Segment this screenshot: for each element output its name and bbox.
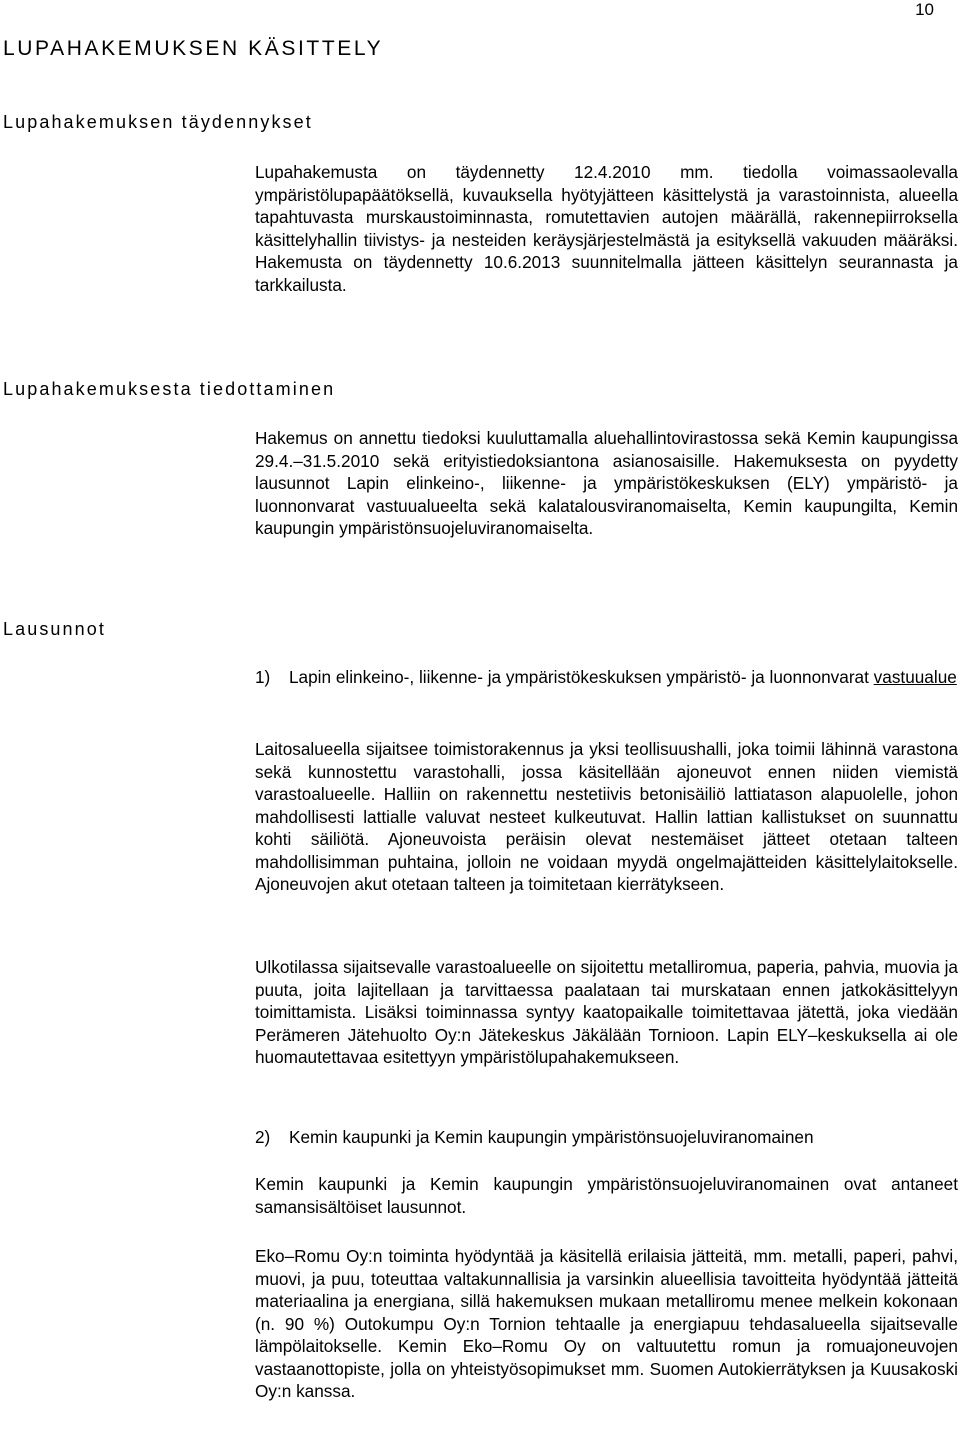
paragraph: Hakemus on annettu tiedoksi kuuluttamalla aluehallintovirastossa sekä Kemin kaupungissa 29.4.–31.5.2010 sekä erityistiedoksiantona asianosaisille. Hakemuksesta on pyydetty lausunnot Lapin elinkeino-, liikenne- ja ympäristökeskuksen (ELY) ympäristö- ja luonnonvarat vastuualueelta sekä kalatalousviranomaiselta, Kemin kaupungilta, Kemin kaupungin ympäristönsuojeluviranomaiselta.: [255, 428, 958, 538]
section-heading-lausunnot: Lausunnot: [3, 619, 106, 639]
section-body-taydennykset: [255, 161, 958, 296]
paragraph: Ulkotilassa sijaitsevalle varastoalueelle on sijoitettu metalliromua, paperia, pahvia, muovia ja puuta, joita lajitellaan ja tarvittaessa paalataan tai murskataan ennen jatkokäsittelyyn toimittamista. Lisäksi toiminnassa syntyy kaatopaikalle toimitettavaa jätettä, joka viedään Perämeren Jätehuolto Oy:n Jätekeskus Jäkälään Tornioon. Lapin ELY–keskuksella ai ole huomautettavaa esitettyyn ympäristölupahakemukseen.: [255, 957, 958, 1067]
paragraph: Kemin kaupunki ja Kemin kaupungin ympäristönsuojeluviranomainen ovat antaneet samansisältöiset lausunnot.: [255, 1174, 958, 1217]
list-number: 1): [255, 667, 271, 687]
list-number: 2): [255, 1127, 271, 1147]
page-number: 10: [915, 0, 934, 19]
statement-1-title: [255, 666, 958, 689]
section-heading-tiedottaminen: Lupahakemuksesta tiedottaminen: [3, 379, 336, 399]
statement-2-paragraph-1: [255, 1173, 958, 1218]
section-body-tiedottaminen: [255, 427, 958, 540]
list-text: Lapin elinkeino-, liikenne- ja ympäristökeskuksen ympäristö- ja luonnonvarat vastuualue: [289, 667, 957, 687]
statement-2-title: [255, 1126, 958, 1149]
statement-1-paragraph-1: [255, 738, 958, 896]
paragraph: Laitosalueella sijaitsee toimistorakennus ja yksi teollisuushalli, joka toimii lähinnä varastona sekä kunnostettu varastohalli, jossa käsitellään ajoneuvot ennen niiden viemistä varastoalueelle. Halliin on rakennettu nestetiivis betonisäiliö lattiatason alapuolelle, johon mahdollisesti lattialle valuvat nesteet kulkeutuvat. Hallin lattian kallistukset on suunnattu kohti säiliötä. Ajoneuvoista peräisin olevat nestemäiset jätteet otetaan talteen mahdollisimman puhtaina, jolloin ne voidaan myydä ongelmajätteiden käsittelylaitokselle. Ajoneuvojen akut otetaan talteen ja toimitetaan kierrätykseen.: [255, 739, 958, 894]
statement-1-paragraph-2: [255, 956, 958, 1069]
chapter-heading: LUPAHAKEMUKSEN KÄSITTELY: [3, 37, 384, 60]
section-heading-taydennykset: Lupahakemuksen täydennykset: [3, 112, 313, 132]
paragraph: Lupahakemusta on täydennetty 12.4.2010 mm. tiedolla voimassaolevalla ympäristölupapäätöksellä, kuvauksella hyötyjätteen käsittelystä ja varastoinnista, alueella tapahtuvasta murskaustoiminnasta, romutettavien autojen määrällä, rakennepiirroksella käsittelyhallin tiivistys- ja nesteiden keräysjärjestelmästä ja esityksellä vakuuden määräksi. Hakemusta on täydennetty 10.6.2013 suunnitelmalla jätteen käsittelyn seurannasta ja tarkkailusta.: [255, 162, 958, 295]
statement-2-paragraph-2: [255, 1245, 958, 1403]
list-text: Kemin kaupunki ja Kemin kaupungin ympäristönsuojeluviranomainen: [289, 1127, 814, 1147]
paragraph: Eko–Romu Oy:n toiminta hyödyntää ja käsitellä erilaisia jätteitä, mm. metalli, paperi, pahvi, muovi, ja puu, toteuttaa valtakunnallisia ja varsinkin alueellisia tavoitteita hyödyntää jätteitä materiaalina ja energiana, sillä hakemuksen mukaan metalliromu menee melkein kokonaan (n. 90 %) Outokumpu Oy:n Tornion tehtaalle ja energiapuu tehdasalueella sijaitsevalle lämpölaitokselle. Kemin Eko–Romu Oy on valtuutettu romun ja romuajoneuvojen vastaanottopiste, jolla on yhteistyösopimukset mm. Suomen Autokierrätyksen ja Kuusakoski Oy:n kanssa.: [255, 1246, 958, 1401]
